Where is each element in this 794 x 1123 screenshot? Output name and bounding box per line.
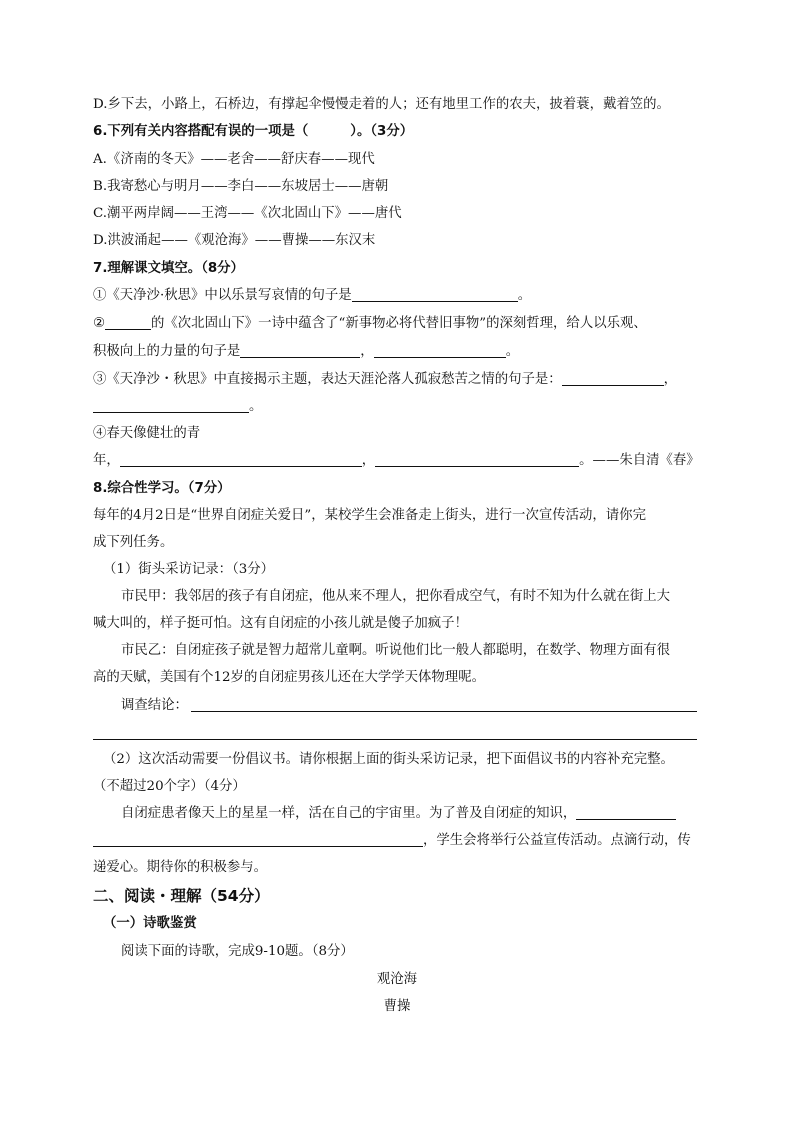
q6-option-c: C.潮平两岸阔——王湾——《次北固山下》——唐代 [93, 206, 402, 221]
q7-item2-line1 [93, 315, 647, 333]
q8-proposal-line3: 递爱心。期待你的积极参与。 [93, 860, 268, 875]
q7-item3-text: ③《天净沙・秋思》中直接揭示主题，表达天涯沦落人孤寂愁苦之情的句子是： [93, 372, 562, 387]
section-2-title: 二、阅读・理解（54分） [93, 887, 270, 905]
q7-item1-text: ①《天净沙·秋思》中以乐景写哀情的句子是 [93, 288, 352, 303]
q7-item1 [93, 287, 531, 305]
poem-title: 观沧海 [376, 972, 418, 987]
q6-option-a: A.《济南的冬天》——老舍——舒庆春——现代 [93, 152, 375, 167]
q6-option-d: D.洪波涌起——《观沧海》——曹操——东汉末 [93, 233, 376, 248]
q7-item3-period: 。 [249, 399, 263, 414]
q7-item1-period: 。 [517, 288, 532, 303]
q8-citizen-a-line2: 喊大叫的，样子挺可怕。这有自闭症的小孩儿就是傻子加疯子！ [93, 616, 468, 631]
q8-intro-line2: 成下列任务。 [93, 535, 174, 550]
q6-stem [93, 123, 413, 141]
q7-item2-blank-1[interactable] [240, 343, 360, 358]
poem-author: 曹操 [383, 999, 411, 1014]
q7-item4-line2 [93, 452, 700, 470]
q7-item2-text: 的《次北固山下》一诗中蕴含了“新事物必将代替旧事物”的深刻哲理，给人以乐观、 [151, 316, 647, 331]
section-2-subsection-1: （一）诗歌鉴赏 [103, 916, 197, 931]
q7-item3-line1 [93, 371, 677, 389]
q7-item3-blank-1[interactable] [562, 371, 664, 386]
q8-proposal-line1 [121, 805, 676, 823]
q7-item2-period: 。 [505, 344, 520, 359]
q7-item2-line2 [93, 343, 519, 361]
q7-item2-comma: ， [360, 344, 374, 359]
q8-proposal-blank-1[interactable] [576, 805, 676, 820]
q8-part2-line1: （2）这次活动需要一份倡议书。请你根据上面的街头采访记录，把下面倡议书的内容补充完整。 [103, 752, 674, 767]
q8-conclusion-label: 调查结论： [121, 698, 188, 713]
q5-option-d: D.乡下去，小路上，石桥边，有撑起伞慢慢走着的人；还有地里工作的农夫，披着蓑，戴着笠的。 [93, 97, 670, 112]
q7-item2-line2-text: 积极向上的力量的句子是 [93, 344, 241, 359]
q7-item4-year: 年， [93, 453, 120, 468]
q7-item4-comma: ， [361, 453, 376, 468]
q7-title: 7.理解课文填空。（8分） [93, 261, 244, 276]
q6-option-b: B.我寄愁心与明月——李白——东坡居士——唐朝 [93, 179, 389, 194]
q7-item3-comma: ， [663, 372, 678, 387]
q8-citizen-b-line1: 市民乙：自闭症孩子就是智力超常儿童啊。听说他们比一般人都聪明，在数学、物理方面有很 [121, 643, 671, 658]
section-2-instruction: 阅读下面的诗歌，完成9-10题。（8分） [121, 944, 354, 959]
q6-stem-start: 6.下列有关内容搭配有误的一项是（ [93, 124, 309, 139]
q7-item4-blank-2[interactable] [375, 452, 579, 467]
q8-proposal-text-2: ，学生会将举行公益宣传活动。点滴行动，传 [423, 833, 691, 848]
q8-citizen-b-line2: 高的天赋，美国有个12岁的自闭症男孩儿还在大学学天体物理呢。 [93, 670, 485, 685]
q8-part1-heading: （1）街头采访记录：（3分） [103, 562, 275, 577]
q8-proposal-text-1: 自闭症患者像天上的星星一样，活在自己的宇宙里。为了普及自闭症的知识， [121, 806, 577, 821]
q8-proposal-line2 [93, 832, 691, 850]
q7-item2-prefix: ② [93, 316, 106, 331]
q8-intro-line1: 每年的4月2日是“世界自闭症关爱日”，某校学生会准备走上街头，进行一次宣传活动，请你完 [93, 508, 646, 523]
q8-conclusion-blank-2[interactable] [93, 739, 697, 740]
q6-stem-end: ）。（3分） [350, 124, 414, 139]
q8-conclusion-blank-1[interactable] [191, 711, 697, 712]
q7-item3-blank-2[interactable] [93, 398, 249, 413]
q8-citizen-a-line1: 市民甲：我邻居的孩子有自闭症，他从来不理人，把你看成空气，有时不知为什么就在街上大 [121, 589, 671, 604]
q8-proposal-blank-2[interactable] [93, 832, 423, 847]
q7-item4-source: 。——朱自清《春》 [579, 453, 700, 468]
q8-part2-line2: （不超过20个字）（4分） [93, 779, 246, 794]
q7-item4-blank-1[interactable] [120, 452, 362, 467]
q7-item2-author-blank[interactable] [105, 315, 151, 330]
q7-item3-line2 [93, 398, 262, 416]
q8-title: 8.综合性学习。（7分） [93, 481, 231, 496]
q7-item4-line1: ④春天像健壮的青 [93, 426, 201, 441]
q7-item1-blank[interactable] [352, 287, 518, 302]
q7-item2-blank-2[interactable] [374, 343, 506, 358]
